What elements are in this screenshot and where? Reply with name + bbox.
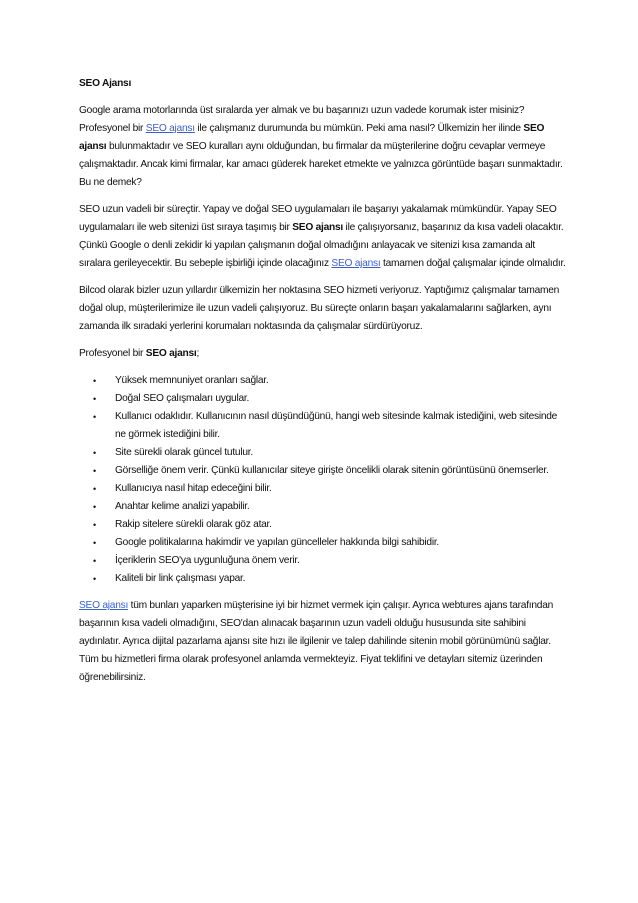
list-item-text: Kullanıcıya nasıl hitap edeceğini bilir.	[115, 483, 272, 494]
list-item-text: Kullanıcı odaklıdır. Kullanıcının nasıl düşündüğünü, hangi web sitesinde kalmak istediğini, web sitesinde ne görmek istediğini bilir.	[115, 411, 558, 440]
list-item-text: Yüksek memnuniyet oranları sağlar.	[115, 375, 269, 386]
paragraph-text: ile çalışıyorsanız, başarınız da kısa vadeli olacaktır. Çünkü Google o denli zekidir ki yapılan çalışmanın doğal olmadığını anlayacak ve sitenizi kısa zamanda alt sıralara gerileyecektir. Bu sebeple işbirliği içinde olacağınız	[79, 222, 564, 269]
list-item	[79, 480, 567, 498]
list-item	[79, 534, 567, 552]
document-title: SEO Ajansı	[79, 78, 132, 89]
list-item-text: Site sürekli olarak güncel tutulur.	[115, 447, 253, 458]
list-item	[79, 516, 567, 534]
bullet-icon: •	[93, 484, 96, 494]
paragraph-long-term	[79, 201, 567, 273]
list-item	[79, 372, 567, 390]
paragraph-text: bulunmaktadır ve SEO kuralları aynı olduğundan, bu firmalar da müşterilerine doğru cevaplar vermeye çalışmaktadır. Ancak kimi firmalar, kar amacı güderek hareket etmekte ve yalnızca görüntüde başarı sunmaktadır. Bu ne demek?	[79, 141, 563, 188]
list-item	[79, 408, 567, 444]
list-item-text: Google politikalarına hakimdir ve yapılan güncelleler hakkında bilgi sahibidir.	[115, 537, 439, 548]
paragraph-text: SEO uzun vadeli bir süreçtir. Yapay ve doğal SEO uygulamaları ile başarıyı yakalamak mümkündür. Yapay SEO uygulamaları ile web sitenizi üst sıraya taşımış bir	[79, 204, 557, 233]
seo-ajansi-link[interactable]: SEO ajansı	[79, 600, 129, 611]
paragraph-bilcod: Bilcod olarak bizler uzun yıllardır ülkemizin her noktasına SEO hizmeti veriyoruz. Yaptığımız çalışmalar tamamen doğal olup, müşterilerimize ile uzun vadeli çalışıyoruz. Bu süreçte onların başarı yakalamalarını sağlarken, aynı zamanda ilk sıradaki yerlerini korumaları noktasında da çalışmalar sürdürüyoruz.	[79, 285, 560, 332]
list-item	[79, 570, 567, 588]
seo-ajansi-link[interactable]: SEO ajansı	[145, 123, 195, 134]
bullet-icon: •	[93, 520, 96, 530]
list-item	[79, 498, 567, 516]
bold-keyword: SEO ajansı	[292, 222, 343, 233]
list-item-text: İçeriklerin SEO'ya uygunluğuna önem verir.	[115, 555, 300, 566]
seo-ajansi-link[interactable]: SEO ajansı	[331, 258, 381, 269]
list-item	[79, 390, 567, 408]
document-page	[79, 75, 567, 696]
list-item-text: Anahtar kelime analizi yapabilir.	[115, 501, 250, 512]
paragraph-list-intro	[79, 345, 567, 363]
bullet-icon: •	[93, 502, 96, 512]
paragraph-text: ;	[196, 348, 200, 359]
list-item-text: Görselliğe önem verir. Çünkü kullanıcılar siteye girişte öncelikli olarak sitenin görüntüsünü önemserler.	[115, 465, 549, 476]
paragraph-text: ile çalışmanız durumunda bu mümkün. Peki ama nasıl? Ülkemizin her ilinde	[194, 123, 524, 134]
paragraph-closing	[79, 597, 567, 687]
list-item-text: Doğal SEO çalışmaları uygular.	[115, 393, 250, 404]
list-item-text: Kaliteli bir link çalışması yapar.	[115, 573, 246, 584]
paragraph-text: tamamen doğal çalışmalar içinde olmalıdır.	[380, 258, 566, 269]
feature-list	[79, 372, 567, 588]
bullet-icon: •	[93, 376, 96, 386]
bullet-icon: •	[93, 556, 96, 566]
bullet-icon: •	[93, 448, 96, 458]
paragraph-text: tüm bunları yaparken müşterisine iyi bir hizmet vermek için çalışır. Ayrıca webtures ajans tarafından başarının kısa vadeli olmadığını, SEO'dan alınacak başarının uzun vadeli olduğu hususunda site sahibini aydınlatır. Ayrıca dijital pazarlama ajansı site hızı ile ilgilenir ve talep dahilinde sitenin mobil görünümünü sağlar. Tüm bu hizmetleri firma olarak profesyonel anlamda vermekteyiz. Fiyat teklifini ve detayları sitemiz üzerinden öğrenebilirsiniz.	[79, 600, 554, 683]
bullet-icon: •	[93, 412, 96, 422]
paragraph-intro	[79, 102, 567, 192]
paragraph-text: Google arama motorlarında üst sıralarda yer almak ve bu başarınızı uzun vadede korumak ister misiniz? Profesyonel bir	[79, 105, 525, 134]
bullet-icon: •	[93, 466, 96, 476]
list-item	[79, 444, 567, 462]
paragraph-text: Profesyonel bir	[79, 348, 146, 359]
bullet-icon: •	[93, 574, 96, 584]
bullet-icon: •	[93, 394, 96, 404]
bullet-icon: •	[93, 538, 96, 548]
list-item	[79, 462, 567, 480]
bold-keyword: SEO ajansı	[79, 123, 545, 152]
list-item	[79, 552, 567, 570]
bold-keyword: SEO ajansı	[145, 348, 197, 359]
list-item-text: Rakip sitelere sürekli olarak göz atar.	[115, 519, 272, 530]
